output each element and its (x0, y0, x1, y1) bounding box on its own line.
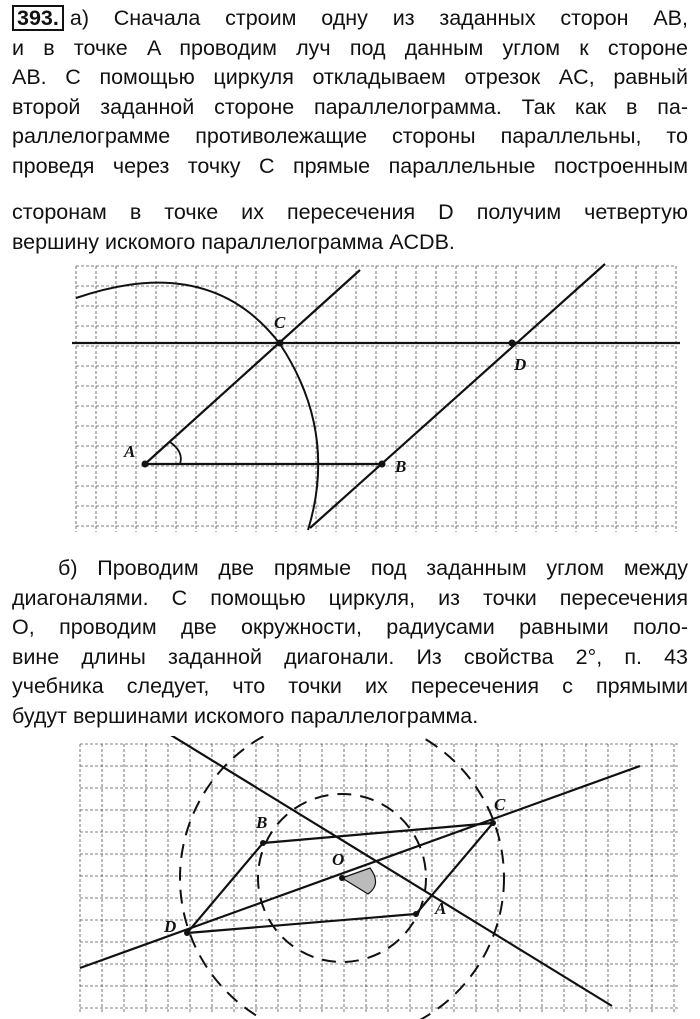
label-c2: C (494, 795, 506, 814)
point-b (379, 461, 386, 468)
point-a2 (413, 911, 419, 917)
point-c2 (490, 820, 496, 826)
label-d2: D (164, 917, 177, 936)
figure-b-construction (0, 736, 700, 1019)
ray-ac (145, 270, 360, 464)
label-c: C (274, 313, 286, 332)
label-o: O (332, 850, 345, 869)
angle-arc-a (170, 442, 181, 464)
part-a-line-8: вершину искомого параллелограмма ACDB. (12, 229, 455, 254)
point-b2 (260, 840, 266, 846)
part-b-line-2: диагоналями. С помощью циркуля, из точки пересечения (12, 585, 688, 610)
point-d2 (184, 930, 190, 936)
part-b-text (12, 554, 688, 731)
part-a-text-continued (12, 198, 688, 257)
part-a-line-7: сторонам в точке их пересечения D получим четвертую (12, 200, 688, 224)
point-d (509, 340, 516, 347)
part-a-line-6: проведя через точку C прямые параллельные построенным (12, 153, 688, 178)
diagonal-line-dc (80, 766, 640, 968)
label-a2: A (435, 899, 447, 918)
part-b-line-1: б) Проводим две прямые под заданным углом между (58, 556, 688, 580)
point-a (142, 461, 149, 468)
part-a-text (12, 4, 688, 181)
figure-a-construction (0, 262, 700, 537)
part-b-line-5: учебника следует, что точки их пересечения с прямыми (12, 674, 688, 698)
part-b-line-4: вине длины заданной диагонали. Из свойства 2°, п. 43 (12, 644, 688, 669)
part-a-line-1: а) Сначала строим одну из заданных сторон AB, (69, 6, 688, 30)
part-a-line-2: и в точке A проводим луч под данным углом к стороне (12, 35, 688, 60)
label-b: B (395, 457, 407, 476)
label-a: A (124, 442, 136, 461)
part-a-line-3: AB. С помощью циркуля откладываем отрезок AC, равный (12, 65, 688, 89)
label-b2: B (256, 813, 268, 832)
part-b-line-6: будут вершинами искомого параллелограмма. (12, 703, 479, 728)
problem-number: 393. (12, 5, 64, 31)
part-a-line-4: второй заданной стороне параллелограмма. Так как в па- (12, 94, 688, 119)
line-bd (310, 264, 605, 528)
point-c (277, 340, 284, 347)
part-b-line-3: O, проводим две окружности, радиусами равными поло- (12, 615, 688, 639)
point-o (339, 875, 345, 881)
label-d: D (514, 355, 527, 374)
part-a-line-5: раллелограмме противолежащие стороны параллельны, то (12, 124, 688, 148)
diagonal-line-bd-a (78, 736, 612, 1006)
